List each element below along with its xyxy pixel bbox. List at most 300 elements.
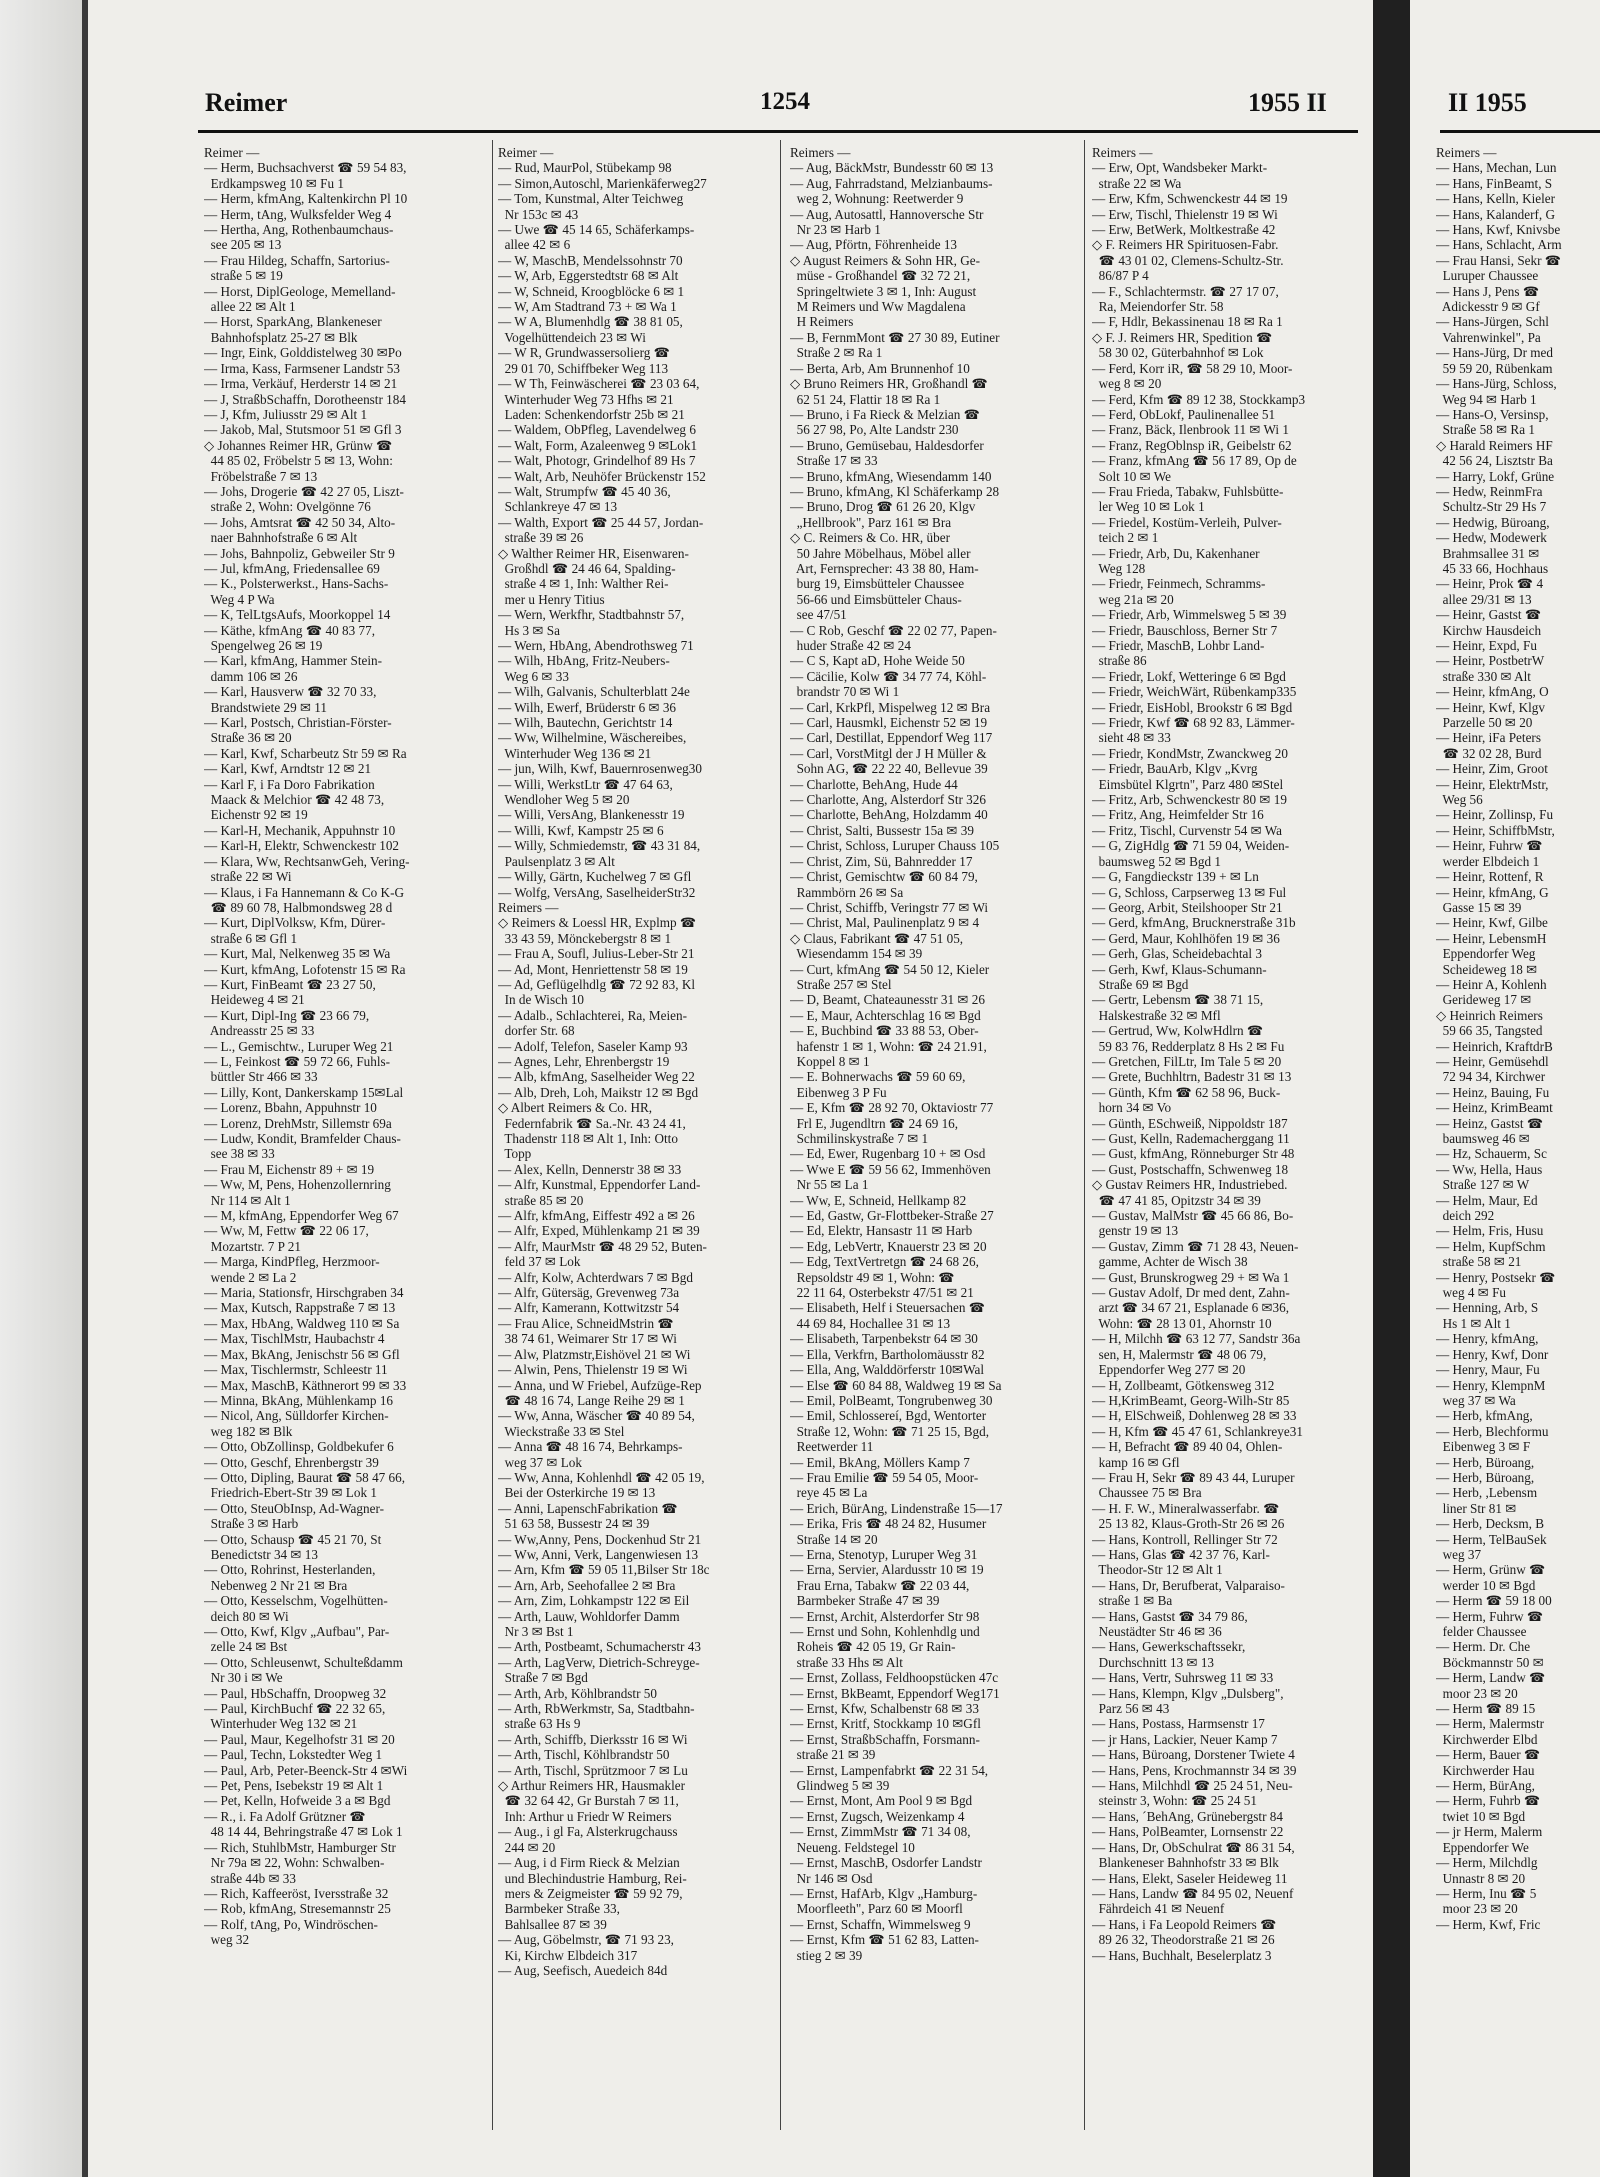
directory-entry-line: Reimers — [1436, 145, 1497, 160]
directory-entry-line: — Kurt, kfmAng, Lofotenstr 15 ✉ Ra [204, 961, 406, 977]
directory-entry-line: — Hans, Elekt, Saseler Heideweg 11 [1092, 1870, 1288, 1886]
directory-entry-line: — Tom, Kunstmal, Alter Teichweg [498, 191, 684, 207]
directory-entry-line: 59 59 20, Rübenkam [1436, 360, 1553, 376]
directory-entry-line: — Frau H, Sekr ☎ 89 43 44, Luruper [1092, 1469, 1295, 1485]
directory-entry-line: — Bruno, i Fa Rieck & Melzian ☎ [790, 406, 981, 422]
directory-entry-line: — E. Bohnerwachs ☎ 59 60 69, [790, 1069, 966, 1085]
directory-entry-line: — Hans, Schlacht, Arm [1436, 237, 1562, 253]
directory-entry-line: — Erich, BürAng, Lindenstraße 15—17 [790, 1500, 1003, 1516]
directory-entry-line: — Fritz, Arb, Schwenckestr 80 ✉ 19 [1092, 792, 1287, 808]
binding-gutter [1373, 0, 1410, 2177]
directory-entry-line: — Simon,Autoschl, Marienkäferweg27 [498, 175, 707, 191]
directory-entry-line: Schultz-Str 29 Hs 7 [1436, 499, 1547, 515]
column-divider [1084, 140, 1085, 2130]
directory-entry-line: — Otto, ObZollinsp, Goldbekufer 6 [204, 1439, 394, 1455]
directory-entry-line: — W, Am Stadtrand 73 + ✉ Wa 1 [498, 299, 677, 315]
directory-entry-line: — Minna, BkAng, Mühlenkamp 16 [204, 1392, 394, 1408]
directory-entry-line: — Ernst, Lampenfabrkt ☎ 22 31 54, [790, 1762, 989, 1778]
directory-entry-line: Reimers — [1092, 145, 1153, 160]
directory-entry-line: Großhdl ☎ 24 46 64, Spalding- [498, 560, 676, 576]
directory-entry-line: Durchschnitt 13 ✉ 13 [1092, 1654, 1215, 1670]
directory-entry-line: ler Weg 10 ✉ Lok 1 [1092, 499, 1205, 515]
directory-entry-line: — Max, BkAng, Jenischstr 56 ✉ Gfl [204, 1346, 400, 1362]
directory-entry-line: — Ww, M, Pens, Hohenzollernring [204, 1177, 391, 1193]
directory-entry-line: Andreasstr 25 ✉ 33 [204, 1023, 315, 1039]
directory-entry-line: — jun, Wilh, Kwf, Bauernrosenweg30 [498, 761, 702, 777]
directory-entry-line: — Herb, Blechformu [1436, 1423, 1549, 1439]
next-page-edge [1410, 0, 1600, 2177]
directory-entry-line: kamp 16 ✉ Gfl [1092, 1454, 1180, 1470]
directory-entry-line: liner Str 81 ✉ [1436, 1500, 1517, 1516]
directory-entry-line: — Paul, Arb, Peter-Beenck-Str 4 ✉Wi [204, 1762, 408, 1778]
directory-entry-line: Brahmsallee 31 ✉ [1436, 545, 1540, 561]
directory-entry-line: teich 2 ✉ 1 [1092, 530, 1159, 546]
directory-entry-line: Spengelweg 26 ✉ 19 [204, 638, 323, 653]
directory-entry-line: — H, Kfm ☎ 45 47 61, Schlankreye31 [1092, 1423, 1303, 1439]
directory-entry-line: Theodor-Str 12 ✉ Alt 1 [1092, 1562, 1223, 1578]
directory-entry-line: — Henry, kfmAng, [1436, 1331, 1539, 1347]
directory-entry-line: — Herm, TelBauSek [1436, 1531, 1547, 1547]
directory-entry-line: ☎ 47 41 85, Opitzstr 34 ✉ 39 [1092, 1192, 1261, 1208]
directory-entry-line: — Friedr, Lokf, Wetteringe 6 ✉ Bgd [1092, 668, 1286, 684]
directory-entry-line: stieg 2 ✉ 39 [790, 1947, 863, 1963]
directory-entry-line: ◇ Claus, Fabrikant ☎ 47 51 05, [790, 930, 964, 946]
directory-entry-line: sen, H, Malermstr ☎ 48 06 79, [1092, 1346, 1267, 1362]
directory-entry-line: Ra, Meiendorfer Str. 58 [1092, 299, 1224, 315]
directory-entry-line: — Gerd, Maur, Kohlhöfen 19 ✉ 36 [1092, 930, 1280, 946]
directory-entry-line: — Ed, Elektr, Hansastr 11 ✉ Harb [790, 1223, 973, 1239]
directory-entry-line: Reimers — [498, 899, 559, 915]
directory-entry-line: — Hans, Klempn, Klgv „Dulsberg", [1092, 1685, 1284, 1701]
directory-entry-line: straße 33 Hhs ✉ Alt [790, 1654, 903, 1670]
directory-entry-line: — Heinr, Kwf, Klgv [1436, 699, 1545, 715]
directory-entry-line: — Arn, Zim, Lohkampstr 122 ✉ Eil [498, 1593, 690, 1609]
directory-entry-line: reye 45 ✉ La [790, 1485, 868, 1501]
directory-entry-line: — Bruno, kfmAng, Wiesendamm 140 [790, 468, 992, 484]
directory-entry-line: — Wern, HbAng, Abendrothsweg 71 [498, 638, 694, 653]
directory-entry-line: — Herb, kfmAng, [1436, 1408, 1533, 1424]
directory-entry-line: weg 4 ✉ Fu [1436, 1285, 1507, 1301]
directory-entry-line: — J, StraßbSchaffn, Dorotheenstr 184 [204, 391, 406, 407]
directory-entry-line: — Karl F, i Fa Doro Fabrikation [204, 776, 375, 792]
directory-entry-line: ◇ F. Reimers HR Spirituosen-Fabr. [1092, 237, 1279, 253]
directory-entry-line: gamme, Achter de Wisch 38 [1092, 1254, 1248, 1270]
directory-entry-line: weg 32 [204, 1932, 250, 1948]
directory-entry-line: 244 ✉ 20 [498, 1839, 556, 1855]
directory-entry-line: — H, ElSchweiß, Dohlenweg 28 ✉ 33 [1092, 1408, 1297, 1424]
directory-entry-line: Straße 17 ✉ 33 [790, 453, 878, 469]
directory-entry-line: feld 37 ✉ Lok [498, 1254, 581, 1270]
directory-entry-line: — Aug, Göbelmstr, ☎ 71 93 23, [498, 1932, 674, 1948]
directory-entry-line: deich 292 [1436, 1208, 1495, 1224]
directory-entry-line: — Heinr, Zollinsp, Fu [1436, 807, 1554, 823]
directory-entry-line: — Uwe ☎ 45 14 65, Schäferkamps- [498, 222, 695, 238]
directory-entry-line: — Arth, Lauw, Wohldorfer Damm [498, 1608, 680, 1624]
directory-entry-line: — Franz, kfmAng ☎ 56 17 89, Op de [1092, 453, 1297, 469]
directory-entry-line: — W A, Blumenhdlg ☎ 38 81 05, [498, 314, 683, 330]
directory-entry-line: — E, Kfm ☎ 28 92 70, Oktaviostr 77 [790, 1100, 994, 1116]
directory-entry-line: arzt ☎ 34 67 21, Esplanade 6 ✉36, [1092, 1300, 1290, 1316]
directory-entry-line: — Hans, Glas ☎ 42 37 76, Karl- [1092, 1546, 1270, 1562]
directory-entry-line: — Ww, Wilhelmine, Wäschereibes, [498, 730, 687, 746]
directory-entry-line: — Pet, Kelln, Hofweide 3 a ✉ Bgd [204, 1793, 391, 1809]
directory-entry-line: Fröbelstraße 7 ✉ 13 [204, 468, 318, 484]
directory-entry-line: H Reimers [790, 314, 854, 330]
directory-entry-line: — Alfr, kfmAng, Eiffestr 492 a ✉ 26 [498, 1208, 695, 1224]
directory-entry-line: straße 4 ✉ 1, Inh: Walther Rei- [498, 576, 669, 592]
directory-entry-line: — H, Befracht ☎ 89 40 04, Ohlen- [1092, 1439, 1283, 1455]
directory-entry-line: — Christ, Mal, Paulinenplatz 9 ✉ 4 [790, 915, 980, 931]
directory-entry-line: — Paul, Techn, Lokstedter Weg 1 [204, 1747, 383, 1763]
directory-entry-line: deich 80 ✉ Wi [204, 1608, 289, 1624]
directory-entry-line: — Erw, Kfm, Schwenckestr 44 ✉ 19 [1092, 191, 1288, 207]
directory-entry-line: — Alfr, Exped, Mühlenkamp 21 ✉ 39 [498, 1223, 700, 1239]
directory-entry-line: Weg 56 [1436, 792, 1483, 808]
directory-entry-line: — Edg, TextVertretgn ☎ 24 68 26, [790, 1254, 979, 1270]
directory-entry-line: Mozartstr. 7 P 21 [204, 1238, 301, 1254]
directory-entry-line: — K, TelLtgsAufs, Moorkoppel 14 [204, 607, 391, 623]
directory-entry-line: — Heinr, Expd, Fu [1436, 638, 1537, 653]
directory-entry-line: — Hedwig, Büroang, [1436, 514, 1550, 530]
directory-entry-line: In de Wisch 10 [498, 992, 585, 1008]
directory-entry-line: straße 22 ✉ Wi [204, 869, 292, 885]
directory-entry-line: Reimer — [498, 145, 554, 160]
directory-entry-line: — Helm, Fris, Husu [1436, 1223, 1544, 1239]
directory-entry-line: — Arth, Tischl, Sprützmoor 7 ✉ Lu [498, 1762, 688, 1778]
directory-entry-line: — Maria, Stationsfr, Hirschgraben 34 [204, 1285, 404, 1301]
directory-entry-line: — Christ, Schloss, Luruper Chauss 105 [790, 838, 1000, 854]
directory-entry-line: — Curt, kfmAng ☎ 54 50 12, Kieler [790, 961, 990, 977]
directory-entry-line: 48 14 44, Behringstraße 47 ✉ Lok 1 [204, 1824, 403, 1840]
directory-entry-line: — Wilh, Bautechn, Gerichtstr 14 [498, 715, 673, 731]
directory-entry-line: allee 29/31 ✉ 13 [1436, 591, 1532, 607]
directory-entry-line: — Hans, Gastst ☎ 34 79 86, [1092, 1608, 1248, 1624]
directory-entry-line: — Alfr, MaurMstr ☎ 48 29 52, Buten- [498, 1238, 707, 1254]
directory-entry-line: — Agnes, Lehr, Ehrenbergstr 19 [498, 1053, 670, 1069]
directory-entry-line: ◇ Gustav Reimers HR, Industriebed. [1092, 1177, 1288, 1193]
directory-entry-line: weg 37 [1436, 1546, 1482, 1562]
directory-entry-line: Wendloher Weg 5 ✉ 20 [498, 792, 630, 808]
directory-entry-line: Winterhuder Weg 73 Hfhs ✉ 21 [498, 391, 674, 407]
directory-entry-line: — Johs, Drogerie ☎ 42 27 05, Liszt- [204, 483, 404, 499]
column-divider [492, 140, 493, 2130]
directory-entry-line: — Christ, Schiffb, Veringstr 77 ✉ Wi [790, 899, 989, 915]
directory-entry-line: — Friedr, KondMstr, Zwanckweg 20 [1092, 745, 1288, 761]
directory-entry-line: burg 19, Eimsbütteler Chaussee [790, 576, 965, 592]
directory-entry-line: — Ferd, Kfm ☎ 89 12 38, Stockkamp3 [1092, 391, 1306, 407]
directory-entry-line: — Karl, Kwf, Scharbeutz Str 59 ✉ Ra [204, 745, 407, 761]
directory-entry-line: Eppendorfer We [1436, 1839, 1529, 1855]
directory-entry-line: ◇ Johannes Reimer HR, Grünw ☎ [204, 437, 393, 453]
directory-entry-line: — Hans, Büroang, Dorstener Twiete 4 [1092, 1747, 1295, 1763]
directory-entry-line: 44 69 84, Hochallee 31 ✉ 13 [790, 1315, 951, 1331]
directory-entry-line: — Ernst, MaschB, Osdorfer Landstr [790, 1855, 982, 1871]
directory-entry-line: — H. F. W., Mineralwasserfabr. ☎ [1092, 1500, 1280, 1516]
directory-entry-line: Blankeneser Bahnhofstr 33 ✉ Blk [1092, 1855, 1279, 1871]
directory-entry-line: — Herm, Fuhrb ☎ [1436, 1793, 1541, 1809]
directory-entry-line: — Max, HbAng, Waldweg 110 ✉ Sa [204, 1315, 400, 1331]
directory-entry-line: straße 1 ✉ Ba [1092, 1593, 1173, 1609]
directory-entry-line: — Friedr, WeichWärt, Rübenkamp335 [1092, 684, 1297, 700]
directory-entry-line: Thadenstr 118 ✉ Alt 1, Inh: Otto [498, 1131, 678, 1146]
directory-entry-line: ◇ Reimers & Loessl HR, Explmp ☎ [498, 915, 697, 931]
directory-entry-line: — Max, Tischlermstr, Schleestr 11 [204, 1362, 388, 1378]
directory-entry-line: Nr 114 ✉ Alt 1 [204, 1192, 291, 1208]
directory-entry-line: Winterhuder Weg 132 ✉ 21 [204, 1716, 358, 1732]
directory-entry-line: — Gust, kfmAng, Rönneburger Str 48 [1092, 1146, 1295, 1162]
next-page-header: II 1955 [1448, 88, 1527, 117]
directory-entry-line: 44 85 02, Fröbelstr 5 ✉ 13, Wohn: [204, 453, 393, 469]
directory-entry-line: — Günth, ESchweiß, Nippoldstr 187 [1092, 1115, 1288, 1131]
directory-entry-line: — Heinr, kfmAng, O [1436, 684, 1549, 700]
directory-entry-line: — Gerd, kfmAng, Brucknerstraße 31b [1092, 915, 1296, 931]
directory-entry-line: ☎ 89 60 78, Halbmondsweg 28 d [204, 899, 393, 915]
directory-entry-line: baumsweg 46 ✉ [1436, 1131, 1530, 1146]
directory-entry-line: — Heinr, Kwf, Gilbe [1436, 915, 1548, 931]
directory-entry-line: — Ludw, Kondit, Bramfelder Chaus- [204, 1131, 401, 1146]
directory-entry-line: Bei der Osterkirche 19 ✉ 13 [498, 1485, 656, 1501]
directory-entry-line: — Ww, E, Schneid, Hellkamp 82 [790, 1192, 967, 1208]
directory-entry-line: Straße 36 ✉ 20 [204, 730, 292, 746]
directory-entry-line: — Friedel, Kostüm-Verleih, Pulver- [1092, 514, 1282, 530]
directory-entry-line: — Wern, Werkfhr, Stadtbahnstr 57, [498, 607, 685, 623]
directory-entry-line: ☎ 32 02 28, Burd [1436, 745, 1542, 761]
directory-entry-line: Gasse 15 ✉ 39 [1436, 899, 1522, 915]
directory-entry-line: — Hans, FinBeamt, S [1436, 175, 1553, 191]
directory-entry-line: — Otto, Geschf, Ehrenbergstr 39 [204, 1454, 379, 1470]
directory-entry-line: — Aug., i gl Fa, Alsterkrugchauss [498, 1824, 678, 1840]
directory-entry-line: — Heinr, Zim, Groot [1436, 761, 1548, 777]
directory-entry-line: Wohn: ☎ 28 13 01, Ahornstr 10 [1092, 1315, 1272, 1331]
directory-entry-line: — Ernst, Kfm ☎ 51 62 83, Latten- [790, 1932, 979, 1948]
directory-entry-line: — Wilh, Galvanis, Schulterblatt 24e [498, 684, 690, 700]
directory-entry-line: huder Straße 42 ✉ 24 [790, 638, 911, 653]
directory-entry-line: — Fritz, Tischl, Curvenstr 54 ✉ Wa [1092, 822, 1282, 838]
directory-entry-line: — Otto, Schausp ☎ 45 21 70, St [204, 1531, 382, 1547]
directory-entry-line: — Herm, BürAng, [1436, 1778, 1535, 1794]
directory-entry-line: — Ingr, Eink, Golddistelweg 30 ✉Po [204, 345, 402, 361]
directory-entry-line: ☎ 32 64 42, Gr Burstah 7 ✉ 11, [498, 1793, 679, 1809]
directory-entry-line: — Franz, Bäck, Ilenbrook 11 ✉ Wi 1 [1092, 422, 1289, 438]
directory-entry-line: — Herb, Büroang, [1436, 1454, 1535, 1470]
directory-entry-line: weg 2, Wohnung: Reetwerder 9 [790, 191, 964, 207]
directory-entry-line: — Hans, Kalanderf, G [1436, 206, 1556, 222]
directory-entry-line: — Ernst, Archit, Alsterdorfer Str 98 [790, 1608, 980, 1624]
directory-entry-line: — Ad, Geflügelhdlg ☎ 72 92 83, Kl [498, 976, 696, 992]
directory-entry-line: — Anna ☎ 48 16 74, Behrkamps- [498, 1439, 683, 1455]
directory-entry-line: Heideweg 4 ✉ 21 [204, 992, 305, 1008]
directory-entry-line: Eibenweg 3 ✉ F [1436, 1439, 1531, 1455]
directory-entry-line: — Lorenz, Bbahn, Appuhnstr 10 [204, 1100, 377, 1116]
directory-entry-line: Sohn AG, ☎ 22 22 40, Bellevue 39 [790, 761, 988, 777]
directory-entry-line: — Irma, Verkäuf, Herderstr 14 ✉ 21 [204, 376, 398, 392]
directory-entry-line: — Hedw, ReinmFra [1436, 483, 1543, 499]
directory-entry-line: — Heinr, Prok ☎ 4 [1436, 576, 1544, 592]
directory-entry-line: — Hans, i Fa Leopold Reimers ☎ [1092, 1916, 1277, 1932]
directory-entry-line: Ki, Kirchw Elbdeich 317 [498, 1947, 638, 1963]
directory-column-4 [1092, 145, 1372, 2135]
directory-entry-line: Adickesstr 9 ✉ Gf [1436, 299, 1540, 315]
directory-entry-line: — Aug, Seefisch, Auedeich 84d [498, 1962, 668, 1978]
directory-entry-line: — Alfr, Kamerann, Kottwitzstr 54 [498, 1300, 680, 1316]
directory-entry-line: — W Th, Feinwäscherei ☎ 23 03 64, [498, 376, 700, 392]
directory-entry-line: — Ferd, ObLokf, Paulinenallee 51 [1092, 406, 1276, 422]
directory-entry-line: — Lorenz, DrehMstr, Sillemstr 69a [204, 1115, 392, 1131]
directory-entry-line: ☎ 48 16 74, Lange Reihe 29 ✉ 1 [498, 1392, 685, 1408]
directory-entry-line: — Else ☎ 60 84 88, Waldweg 19 ✉ Sa [790, 1377, 1002, 1393]
directory-entry-line: — Gustav, MalMstr ☎ 45 66 86, Bo- [1092, 1208, 1294, 1224]
directory-entry-line: — Charlotte, BehAng, Holzdamm 40 [790, 807, 988, 823]
directory-entry-line: — W, Schneid, Kroogblöcke 6 ✉ 1 [498, 283, 685, 299]
directory-entry-line: Böckmannstr 50 ✉ [1436, 1654, 1544, 1670]
directory-entry-line: — Rolf, tAng, Po, Windröschen- [204, 1916, 378, 1932]
page-number: 1254 [760, 88, 810, 115]
directory-entry-line: Fährdeich 41 ✉ Neuenf [1092, 1901, 1225, 1917]
directory-entry-line: — Wolfg, VersAng, SaselheiderStr32 [498, 884, 696, 900]
directory-entry-line: 58 30 02, Güterbahnhof ✉ Lok [1092, 345, 1264, 361]
directory-entry-line: — Käthe, kfmAng ☎ 40 83 77, [204, 622, 375, 638]
directory-entry-line: — R., i. Fa Adolf Grützner ☎ [204, 1808, 366, 1824]
directory-entry-line: — Herm, Grünw ☎ [1436, 1562, 1546, 1578]
directory-column-3 [790, 145, 1070, 2135]
directory-entry-line: — Walt, Strumpfw ☎ 45 40 36, [498, 483, 671, 499]
directory-entry-line: — Arth, Schiffb, Dierksstr 16 ✉ Wi [498, 1731, 688, 1747]
directory-entry-line: 59 66 35, Tangsted [1436, 1023, 1543, 1039]
directory-entry-line: — Heinr, Gemüsehdl [1436, 1053, 1549, 1069]
directory-entry-line: — Hans, Buchhalt, Beselerplatz 3 [1092, 1947, 1272, 1963]
directory-entry-line: — Herm, Fuhrw ☎ [1436, 1608, 1544, 1624]
directory-entry-line: — Frau A, Soufl, Julius-Leber-Str 21 [498, 946, 695, 962]
directory-entry-line: — W, Arb, Eggerstedtstr 68 ✉ Alt [498, 268, 679, 284]
directory-entry-line: — Hedw, Modewerk [1436, 530, 1547, 546]
directory-entry-line: — Frau Alice, SchneidMstrin ☎ [498, 1315, 674, 1331]
directory-entry-line: — Berta, Arb, Am Brunnenhof 10 [790, 360, 970, 376]
directory-entry-line: straße 21 ✉ 39 [790, 1747, 876, 1763]
directory-entry-line: — Otto, Rohrinst, Hesterlanden, [204, 1562, 376, 1578]
directory-entry-line: — Alb, Dreh, Loh, Maikstr 12 ✉ Bgd [498, 1084, 699, 1100]
directory-entry-line: — Herb, ,Lebensm [1436, 1485, 1538, 1501]
directory-entry-line: 38 74 61, Weimarer Str 17 ✉ Wi [498, 1331, 677, 1347]
directory-entry-line: — L, Feinkost ☎ 59 72 66, Fuhls- [204, 1053, 391, 1069]
directory-entry-line: — L., Gemischtw., Luruper Weg 21 [204, 1038, 394, 1054]
directory-entry-line: ◇ August Reimers & Sohn HR, Ge- [790, 252, 981, 268]
directory-entry-line: Inh: Arthur u Friedr W Reimers [498, 1808, 672, 1824]
directory-entry-line: — Ernst, Kfw, Schalbenstr 68 ✉ 33 [790, 1701, 979, 1717]
directory-entry-line: — Hans-Jürg, Dr med [1436, 345, 1553, 361]
directory-entry-line: Reimers — [790, 145, 851, 160]
directory-entry-line: müse - Großhandel ☎ 32 72 21, [790, 268, 971, 284]
directory-entry-line: — Herm, Landw ☎ [1436, 1670, 1546, 1686]
directory-entry-line: — Bruno, Drog ☎ 61 26 20, Klgv [790, 499, 976, 515]
directory-entry-line: — Hans, Kwf, Knivsbe [1436, 222, 1561, 238]
directory-entry-line: Frl E, Jugendltrn ☎ 24 69 16, [790, 1115, 959, 1131]
directory-entry-line: — Gretchen, FilLtr, Im Tale 5 ✉ 20 [1092, 1053, 1282, 1069]
directory-entry-line: — Heinz, KrimBeamt [1436, 1100, 1553, 1116]
directory-entry-line: straße 330 ✉ Alt [1436, 668, 1531, 684]
directory-entry-line: — Arn, Arb, Seehofallee 2 ✉ Bra [498, 1577, 676, 1593]
directory-entry-line: Nebenweg 2 Nr 21 ✉ Bra [204, 1577, 348, 1593]
directory-entry-line: Federnfabrik ☎ Sa.-Nr. 43 24 41, [498, 1115, 686, 1131]
directory-entry-line: — Ww, M, Fettw ☎ 22 06 17, [204, 1223, 369, 1239]
directory-entry-line: — Karl, Postsch, Christian-Förster- [204, 715, 392, 731]
directory-entry-line: Eppendorfer Weg [1436, 946, 1536, 962]
directory-entry-line: Luruper Chaussee [1436, 268, 1539, 284]
directory-entry-line: — Gustav Adolf, Dr med dent, Zahn- [1092, 1285, 1290, 1301]
directory-entry-line: Eibenweg 3 P Fu [790, 1084, 887, 1100]
directory-entry-line: — Heinr, PostbetrW [1436, 653, 1545, 669]
directory-entry-line: straße 58 ✉ 21 [1436, 1254, 1522, 1270]
directory-entry-line: — Rob, kfmAng, Stresemannstr 25 [204, 1901, 391, 1917]
directory-entry-line: 72 94 34, Kirchwer [1436, 1069, 1546, 1085]
directory-entry-line: — D, Beamt, Chateaunesstr 31 ✉ 26 [790, 992, 985, 1008]
directory-entry-line: Nr 30 i ✉ We [204, 1670, 283, 1686]
directory-entry-line: — Willy, Gärtn, Kuchelweg 7 ✉ Gfl [498, 869, 692, 885]
directory-entry-line: — Hans, Dr, Berufberat, Valparaiso- [1092, 1577, 1285, 1593]
directory-entry-line: — Otto, Kwf, Klgv „Aufbau", Par- [204, 1624, 390, 1639]
directory-entry-line: — Ww, Anni, Verk, Langenwiesen 13 [498, 1546, 699, 1562]
directory-entry-line: — Ernst, BkBeamt, Eppendorf Weg171 [790, 1685, 1000, 1701]
directory-entry-line: — Georg, Arbit, Steilshooper Str 21 [1092, 899, 1283, 915]
directory-entry-line: — Herm, Kwf, Fric [1436, 1916, 1541, 1932]
directory-entry-line: straße 5 ✉ 19 [204, 268, 283, 284]
directory-entry-line: — Hans, Postass, Harmsenstr 17 [1092, 1716, 1265, 1732]
directory-entry-line: Wieckstraße 33 ✉ Stel [498, 1423, 625, 1439]
directory-entry-line: Wiesendamm 154 ✉ 39 [790, 946, 923, 962]
directory-entry-line: — Wwe E ☎ 59 56 62, Immenhöven [790, 1161, 991, 1177]
directory-entry-line: — Frau M, Eichenstr 89 + ✉ 19 [204, 1161, 375, 1177]
directory-entry-line: 45 33 66, Hochhaus [1436, 560, 1549, 576]
directory-entry-line: allee 42 ✉ 6 [498, 237, 571, 253]
directory-entry-line: 56 27 98, Po, Alte Landstr 230 [790, 422, 959, 438]
directory-entry-line: — E, Maur, Achterschlag 16 ✉ Bgd [790, 1007, 981, 1023]
directory-entry-line: weg 37 ✉ Lok [498, 1454, 582, 1470]
directory-entry-line: — Heinrich, KraftdrB [1436, 1038, 1553, 1054]
directory-entry-line: — H, Milchh ☎ 63 12 77, Sandstr 36a [1092, 1331, 1301, 1347]
directory-entry-line: — Friedr, Bauschloss, Berner Str 7 [1092, 622, 1278, 638]
directory-entry-line: Nr 23 ✉ Harb 1 [790, 222, 881, 238]
directory-entry-line: — W, MaschB, Mendelssohnstr 70 [498, 252, 683, 268]
directory-entry-line: — Paul, Maur, Kegelhofstr 31 ✉ 20 [204, 1731, 395, 1747]
header-rule [198, 130, 1358, 133]
directory-entry-line: Barmbeker Straße 47 ✉ 39 [790, 1593, 940, 1609]
directory-entry-line: — Alex, Kelln, Dennerstr 38 ✉ 33 [498, 1161, 682, 1177]
directory-entry-line: — Erw, Tischl, Thielenstr 19 ✉ Wi [1092, 206, 1278, 222]
directory-entry-line: — Hz, Schauerm, Sc [1436, 1146, 1547, 1162]
directory-entry-line: Straße 2 ✉ Ra 1 [790, 345, 883, 361]
directory-entry-line: — Frau Hildeg, Schaffn, Sartorius- [204, 252, 390, 268]
directory-entry-line: — Herb, Decksm, B [1436, 1516, 1545, 1532]
directory-entry-line: — Henry, Maur, Fu [1436, 1362, 1540, 1378]
directory-entry-line: Unnastr 8 ✉ 20 [1436, 1870, 1526, 1886]
directory-entry-line: — Willi, WerkstLtr ☎ 47 64 63, [498, 776, 673, 792]
directory-entry-line: — Friedr, Feinmech, Schramms- [1092, 576, 1266, 592]
directory-entry-line: Barmbeker Straße 33, [498, 1901, 620, 1917]
directory-entry-line: — Ernst, Kritf, Stockkamp 10 ✉Gfl [790, 1716, 981, 1732]
directory-entry-line: Straße 12, Wohn: ☎ 71 25 15, Bgd, [790, 1423, 990, 1439]
directory-entry-line: — Ferd, Korr iR, ☎ 58 29 10, Moor- [1092, 360, 1293, 376]
directory-entry-line: — Gust, Kelln, Rademacherggang 11 [1092, 1131, 1290, 1146]
directory-entry-line: — Rud, MaurPol, Stübekamp 98 [498, 160, 672, 176]
directory-entry-line: Benedictstr 34 ✉ 13 [204, 1546, 318, 1562]
directory-entry-line: weg 37 ✉ Wa [1436, 1392, 1516, 1408]
directory-entry-line: — Henry, Postsekr ☎ [1436, 1269, 1556, 1285]
directory-entry-line: — Günth, Kfm ☎ 62 58 96, Buck- [1092, 1084, 1281, 1100]
directory-entry-line: — Hans, Pens, Krochmannstr 34 ✉ 39 [1092, 1762, 1297, 1778]
directory-entry-line: — Otto, SteuObInsp, Ad-Wagner- [204, 1500, 384, 1516]
directory-entry-line: Straße 14 ✉ 20 [790, 1531, 878, 1547]
directory-entry-line: Chaussee 75 ✉ Bra [1092, 1485, 1202, 1501]
directory-entry-line: — Wilh, HbAng, Fritz-Neubers- [498, 653, 670, 669]
